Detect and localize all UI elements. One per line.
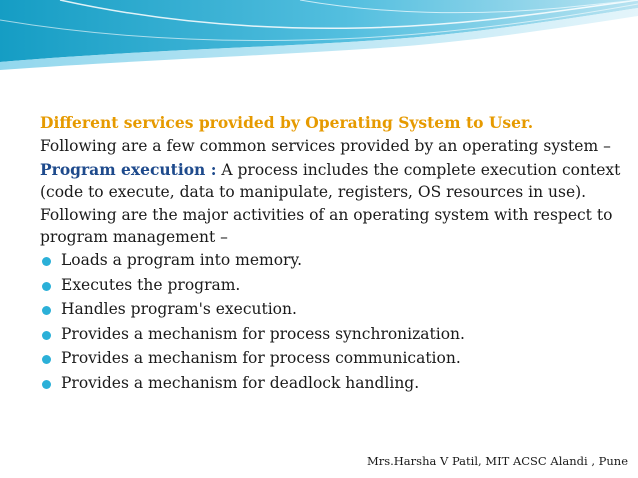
list-item-text: Provides a mechanism for process communication. xyxy=(61,349,461,367)
list-item xyxy=(40,324,630,346)
slide-heading: Different services provided by Operating System to User. xyxy=(40,113,534,132)
bullet-icon xyxy=(42,331,51,340)
list-item xyxy=(40,275,630,297)
bullet-icon xyxy=(42,355,51,364)
slide-footer: Mrs.Harsha V Patil, MIT ACSC Alandi , Pune xyxy=(366,454,628,468)
header-wave-decoration xyxy=(0,0,638,80)
list-item-text: Handles program's execution. xyxy=(61,300,297,318)
list-item-text: Loads a program into memory. xyxy=(61,251,303,269)
list-item-text: Provides a mechanism for deadlock handling. xyxy=(61,373,420,392)
slide-content xyxy=(40,112,630,397)
bullet-list xyxy=(40,250,630,394)
program-execution-text: A process includes the complete execution context (code to execute, data to manipulate, registers, OS resources in use). xyxy=(40,161,621,201)
list-item xyxy=(40,348,630,370)
bullet-icon xyxy=(42,380,51,389)
program-execution-label: Program execution : xyxy=(40,160,217,179)
bullet-icon xyxy=(42,306,51,315)
list-item xyxy=(40,250,630,272)
program-execution-paragraph xyxy=(40,159,630,203)
bullet-icon xyxy=(42,282,51,291)
list-item xyxy=(40,373,630,395)
list-item-text: Provides a mechanism for process synchronization. xyxy=(61,324,465,343)
list-item xyxy=(40,299,630,321)
list-item-text: Executes the program. xyxy=(61,275,241,294)
activities-intro-paragraph: Following are the major activities of an operating system with respect to program management – xyxy=(40,206,613,246)
intro-paragraph: Following are a few common services provided by an operating system – xyxy=(40,136,611,155)
bullet-icon xyxy=(42,257,51,266)
